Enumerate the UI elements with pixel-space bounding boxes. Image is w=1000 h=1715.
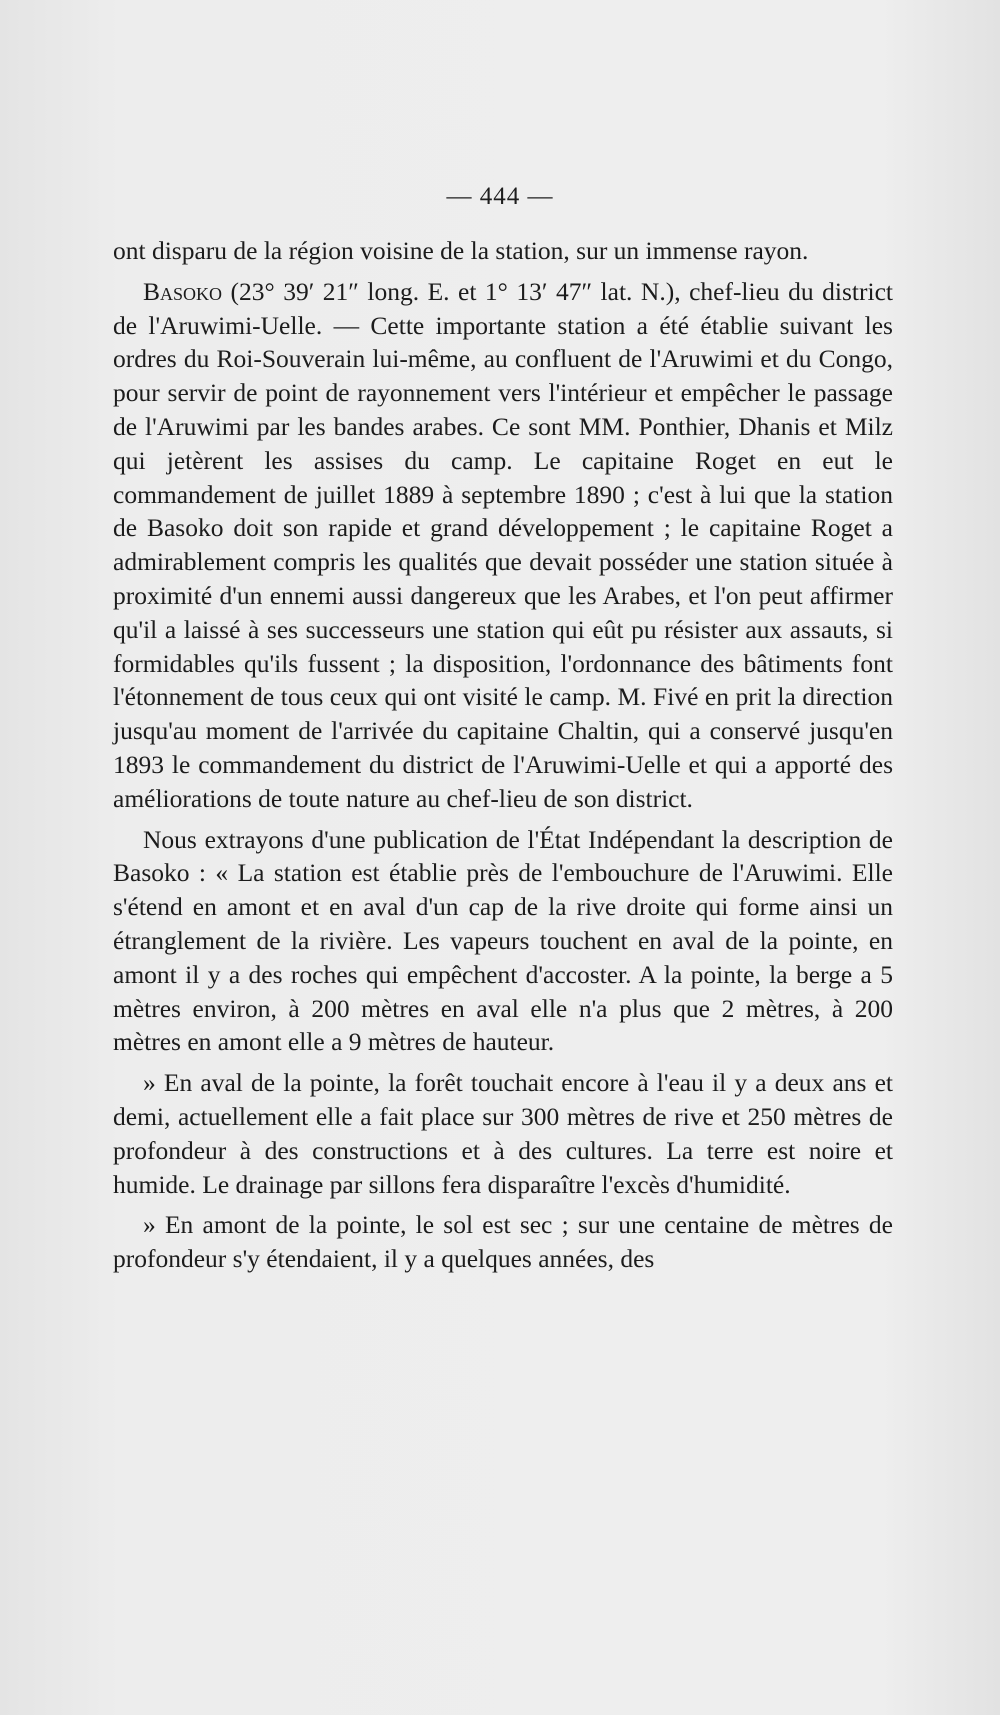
paragraph-2-heading: Basoko: [143, 276, 223, 306]
paragraph-3: Nous extrayons d'une publication de l'État Indépendant la description de Basoko : « La station est établie près de l'embouchure de l'Aruwimi. Elle s'étend en amont et en aval d'un cap de la rive droite qui forme ainsi un étranglement de la rivière. Les vapeurs touchent en aval de la pointe, en amont il y a des roches qui empêchent d'accoster. A la pointe, la berge a 5 mètres environ, à 200 mètres en aval elle n'a plus que 2 mètres, à 200 mètres en amont elle a 9 mètres de hauteur.: [113, 824, 893, 1057]
page-number: — 444 —: [446, 183, 554, 210]
paragraph-2: [113, 275, 893, 816]
paragraph-4: » En aval de la pointe, la forêt touchait encore à l'eau il y a deux ans et demi, actuellement elle a fait place sur 300 mètres de rive et 250 mètres de profondeur à des constructions et à des cultures. La terre est noire et humide. Le drainage par sillons fera disparaître l'excès d'humidité.: [113, 1068, 893, 1199]
body-text: [113, 234, 893, 1283]
paragraph-5: » En amont de la pointe, le sol est sec ; sur une centaine de mètres de profondeur s'y étendaient, il y a quelques années, des: [113, 1210, 893, 1274]
paragraph-2-text: (23° 39′ 21″ long. E. et 1° 13′ 47″ lat. N.), chef-lieu du district de l'Aruwimi-Uelle. — Cette importante station a été établie suivant les ordres du Roi-Souverain lui-même, au confluent de l'Aruwimi et du Congo, pour servir de point de rayonnement vers l'intérieur et empêcher le passage de l'Aruwimi par les bandes arabes. Ce sont MM. Ponthier, Dhanis et Milz qui jetèrent les assises du camp. Le capitaine Roget en eut le commandement de juillet 1889 à septembre 1890 ; c'est à lui que la station de Basoko doit son rapide et grand développement ; le capitaine Roget a admirablement compris les qualités que devait posséder une station située à proximité d'un ennemi aussi dangereux que les Arabes, et l'on peut affirmer qu'il a laissé à ses successeurs une station qui eût pu résister aux assauts, si formidables qu'ils fussent ; la disposition, l'ordonnance des bâtiments font l'étonnement de tous ceux qui ont visité le camp. M. Fivé en prit la direction jusqu'au moment de l'arrivée du capitaine Chaltin, qui a conservé jusqu'en 1893 le commandement du district de l'Aruwimi-Uelle et qui a apporté des améliorations de toute nature au chef-lieu de son district.: [113, 276, 893, 813]
paragraph-1: ont disparu de la région voisine de la station, sur un immense rayon.: [113, 236, 809, 265]
